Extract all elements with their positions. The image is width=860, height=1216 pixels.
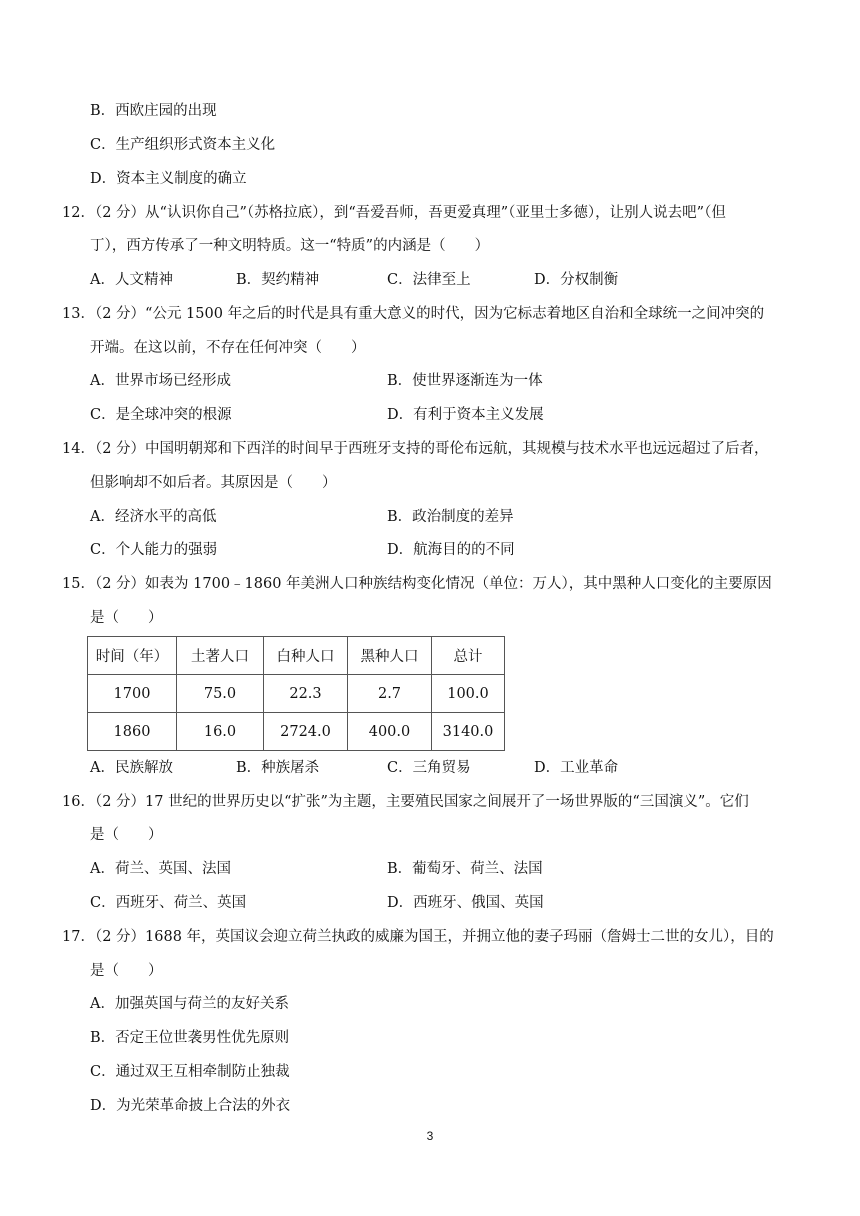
table-header-cell: 黑种人口 [348,637,432,675]
q14-stem-line2: 但影响却不如后者。其原因是（ ） [90,475,337,491]
table-header-cell: 总计 [432,637,505,675]
table-row [88,675,505,713]
table-cell: 1700 [88,675,177,713]
table-cell: 400.0 [348,713,432,751]
q14-option-a: A．经济水平的高低 [90,509,217,525]
q16-stem-line2: 是（ ） [90,827,163,843]
table-cell: 2724.0 [264,713,348,751]
table-cell: 16.0 [177,713,264,751]
table-cell: 2.7 [348,675,432,713]
q15-option-d: D．工业革命 [534,760,619,776]
q13-stem-line2: 开端。在这以前，不存在任何冲突（ ） [90,340,366,356]
table-header-cell: 土著人口 [177,637,264,675]
q17-stem-line1: 17．（2 分）1688 年，英国议会迎立荷兰执政的威廉为国王，并拥立他的妻子玛丽（詹姆士二世的女儿），目的 [62,929,774,945]
q16-option-b: B．葡萄牙、荷兰、法国 [387,861,543,877]
q12-option-a: A．人文精神 [90,272,173,288]
table-cell: 3140.0 [432,713,505,751]
q17-option-b: B．否定王位世袭男性优先原则 [90,1030,290,1046]
q16-option-c: C．西班牙、荷兰、英国 [90,895,247,911]
q16-stem-line1: 16．（2 分）17 世纪的世界历史以“扩张”为主题，主要殖民国家之间展开了一场世界版的“三国演义”。它们 [62,794,749,810]
q12-option-c: C．法律至上 [387,272,471,288]
q12-stem-line2: 丁），西方传承了一种文明特质。这一“特质”的内涵是（ ） [90,238,490,254]
q13-option-b: B．使世界逐渐连为一体 [387,373,543,389]
q17-option-d: D．为光荣革命披上合法的外衣 [90,1098,291,1114]
q14-option-b: B．政治制度的差异 [387,509,514,525]
q14-stem-line1: 14．（2 分）中国明朝郑和下西洋的时间早于西班牙支持的哥伦布远航，其规模与技术水平也远远超过了后者， [62,441,769,457]
table-row [88,713,505,751]
q17-stem-line2: 是（ ） [90,963,163,979]
q13-stem-line1: 13．（2 分）“公元 1500 年之后的时代是具有重大意义的时代，因为它标志着地区自治和全球统一之间冲突的 [62,306,765,322]
q15-option-c: C．三角贸易 [387,760,471,776]
q11-option-c: C．生产组织形式资本主义化 [90,137,276,153]
q17-option-a: A．加强英国与荷兰的友好关系 [90,996,289,1012]
table-cell: 22.3 [264,675,348,713]
q12-option-d: D．分权制衡 [534,272,619,288]
table-cell: 75.0 [177,675,264,713]
q11-option-b: B．西欧庄园的出现 [90,103,217,119]
q15-option-b: B．种族屠杀 [236,760,320,776]
page-number: 3 [426,1129,434,1143]
table-header-cell: 白种人口 [264,637,348,675]
population-table [87,636,505,751]
q14-option-d: D．航海目的的不同 [387,542,515,558]
table-header-cell: 时间（年） [88,637,177,675]
q16-option-a: A．荷兰、英国、法国 [90,861,231,877]
q13-option-a: A．世界市场已经形成 [90,373,231,389]
table-cell: 1860 [88,713,177,751]
q12-option-b: B．契约精神 [236,272,320,288]
q16-option-d: D．西班牙、俄国、英国 [387,895,544,911]
q15-stem-line2: 是（ ） [90,610,163,626]
q12-stem-line1: 12．（2 分）从“认识你自己”（苏格拉底），到“吾爱吾师，吾更爱真理”（亚里士多德），让别人说去吧”（但 [62,205,726,221]
q15-stem-line1: 15．（2 分）如表为 1700﹣1860 年美洲人口种族结构变化情况（单位：万人），其中黑种人口变化的主要原因 [62,576,772,592]
q13-option-d: D．有利于资本主义发展 [387,407,544,423]
q17-option-c: C．通过双王互相牵制防止独裁 [90,1064,290,1080]
table-cell: 100.0 [432,675,505,713]
q14-option-c: C．个人能力的强弱 [90,542,218,558]
q13-option-c: C．是全球冲突的根源 [90,407,232,423]
table-header-row [88,637,505,675]
q11-option-d: D．资本主义制度的确立 [90,171,247,187]
q15-option-a: A．民族解放 [90,760,173,776]
